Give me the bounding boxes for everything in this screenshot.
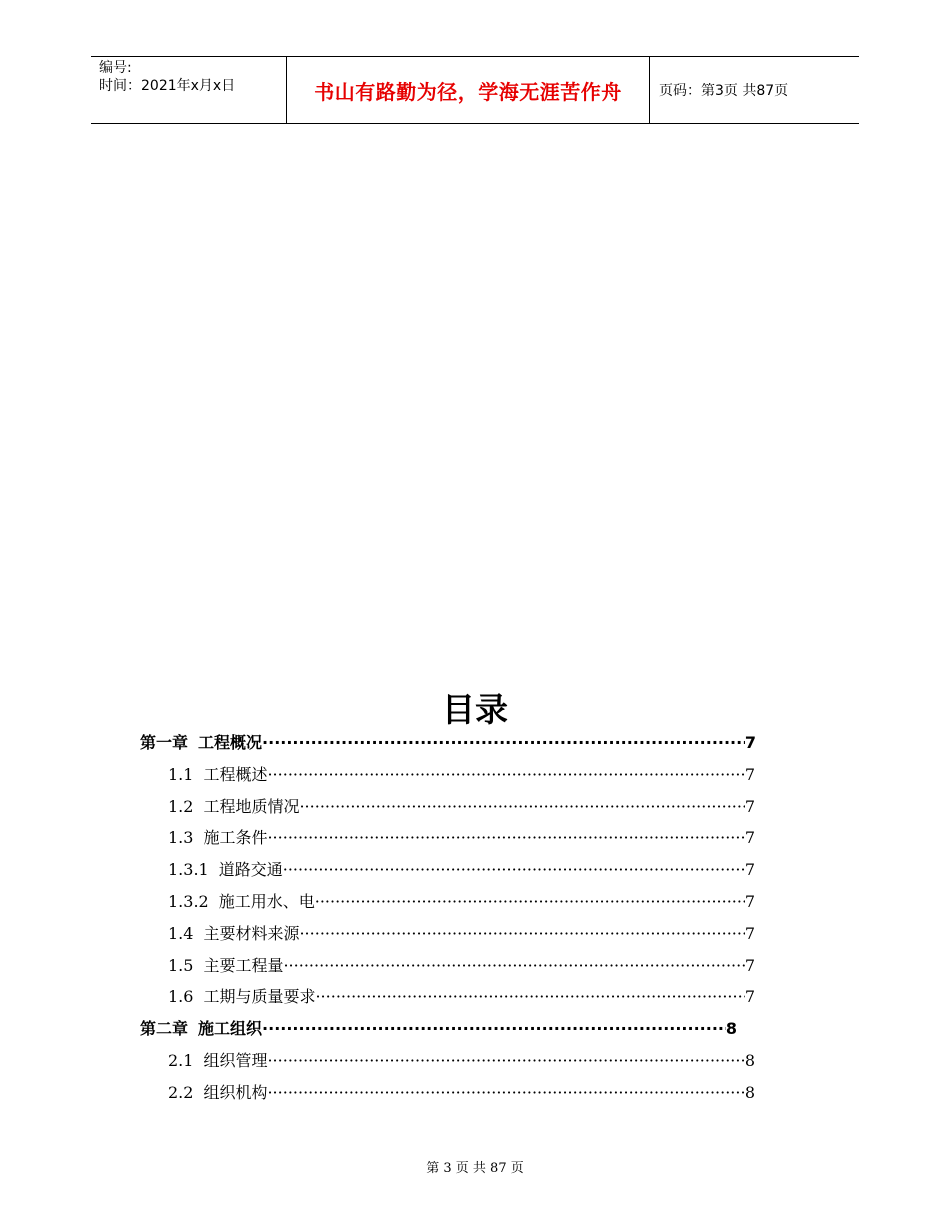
toc-section-entry[interactable] (168, 762, 755, 784)
toc-entry-number: 2.1 (168, 1051, 194, 1070)
toc-entry-page: 7 (744, 796, 755, 816)
toc-entry-number: 2.2 (168, 1082, 194, 1102)
toc-entry-number: 1.3.2 (168, 892, 209, 911)
toc-entry-label: 主要材料来源 (203, 923, 300, 943)
toc-section-entry[interactable] (168, 984, 755, 1006)
toc-dot-leader (299, 797, 744, 816)
toc-section-entry[interactable] (168, 825, 755, 847)
toc-entry-page: 8 (744, 1051, 755, 1070)
toc-section-entry[interactable] (168, 794, 755, 816)
motto-text: 书山有路勤为径，学海无涯苦作舟 (314, 79, 622, 104)
toc-entry-label: 主要工程量 (203, 955, 284, 975)
toc-entry-page: 8 (744, 1082, 755, 1102)
toc-dot-leader (267, 1051, 744, 1070)
time-label: 时间：2021年x月x日 (99, 78, 236, 94)
toc-dot-leader (283, 956, 744, 975)
toc-dot-leader (267, 1083, 744, 1102)
toc-entry-page: 7 (744, 860, 755, 880)
toc-section-entry[interactable] (168, 1080, 755, 1102)
toc-dot-leader (283, 860, 745, 879)
toc-dot-leader (299, 924, 744, 943)
toc-entry-page: 8 (725, 1019, 737, 1039)
page-footer: 第 3 页 共 87 页 (426, 1161, 524, 1176)
toc-chapter-entry[interactable] (140, 1016, 737, 1038)
toc-entry-page: 7 (744, 764, 755, 784)
toc-entry-page: 7 (744, 828, 755, 848)
toc-entry-label: 施工条件 (203, 828, 268, 848)
toc-section-entry[interactable] (168, 921, 755, 943)
toc-entry-label: 组织机构 (203, 1082, 268, 1102)
toc-entry-page: 7 (744, 892, 755, 911)
toc-entry-number: 第二章 (140, 1019, 189, 1039)
toc-entry-label: 工程地质情况 (203, 796, 300, 816)
toc-entry-number: 1.5 (168, 955, 194, 975)
toc-section-entry[interactable] (168, 953, 755, 975)
toc-entry-label: 组织管理 (203, 1051, 268, 1070)
toc-entry-number: 1.4 (168, 923, 194, 943)
toc-dot-leader (262, 1019, 726, 1038)
toc-dot-leader (315, 892, 745, 911)
toc-entry-page: 7 (744, 955, 755, 975)
toc-section-entry[interactable] (168, 889, 755, 911)
toc-entry-label: 工期与质量要求 (203, 987, 316, 1007)
toc-entry-label: 工程概况 (198, 733, 263, 752)
toc-entry-label: 道路交通 (218, 860, 283, 880)
toc-section-entry[interactable] (168, 857, 755, 879)
toc-entry-number: 1.2 (168, 796, 194, 816)
toc-dot-leader (267, 765, 744, 784)
toc-entry-page: 7 (744, 923, 755, 943)
toc-entry-number: 1.3.1 (168, 860, 209, 880)
number-label: 编号: (99, 60, 132, 76)
toc-entry-number: 1.1 (168, 764, 194, 784)
toc-entry-number: 第一章 (140, 733, 189, 752)
toc-entry-number: 1.3 (168, 828, 194, 848)
toc-entry-number: 1.6 (168, 987, 194, 1007)
toc-dot-leader (315, 987, 744, 1006)
toc-entry-page: 7 (744, 733, 756, 752)
toc-dot-leader (267, 828, 744, 847)
toc-entry-label: 施工组织 (198, 1019, 263, 1039)
toc-dot-leader (262, 733, 745, 752)
toc-entry-page: 7 (744, 987, 755, 1007)
toc-title: 目录 (442, 690, 508, 729)
toc-entry-label: 施工用水、电 (218, 892, 315, 911)
toc-chapter-entry[interactable] (140, 730, 756, 752)
toc-section-entry[interactable] (168, 1048, 755, 1070)
page-info: 页码：第3页 共87页 (659, 83, 789, 99)
toc-entry-label: 工程概述 (203, 764, 268, 784)
